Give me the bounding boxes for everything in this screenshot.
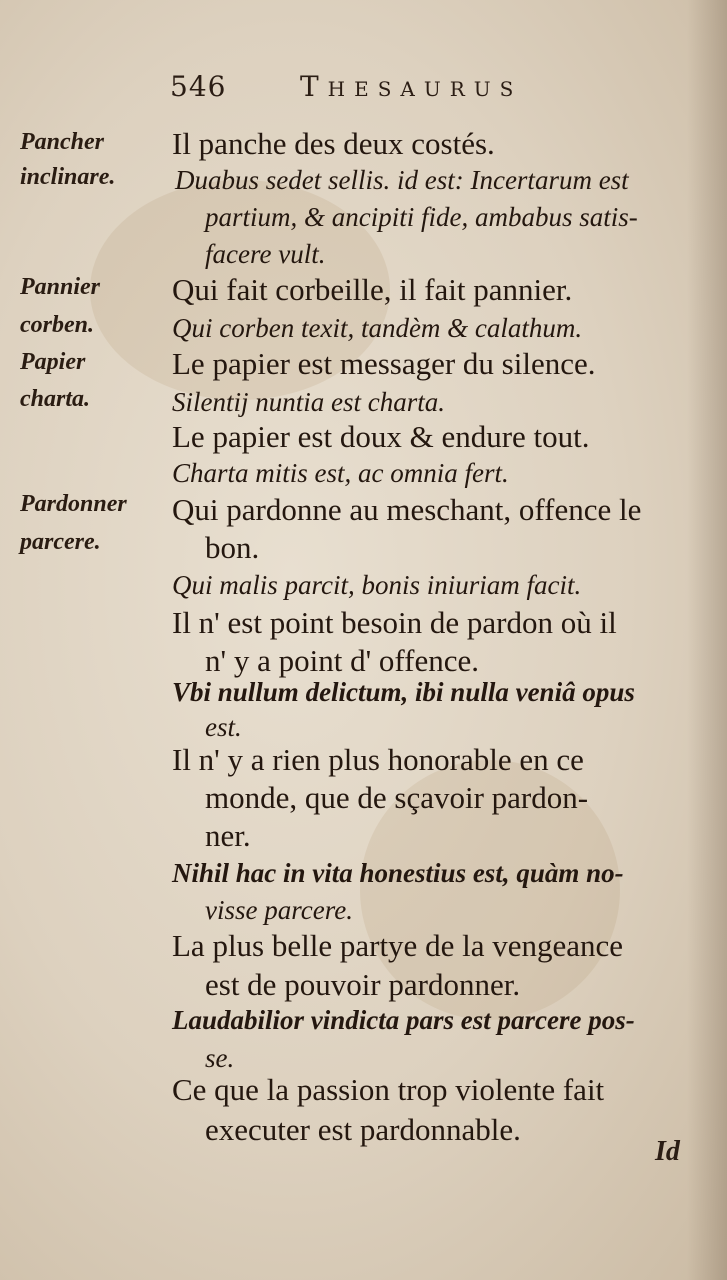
proverb-french: Qui fait corbeille, il fait pannier. xyxy=(172,272,573,307)
proverb-latin: facere vult. xyxy=(205,239,326,269)
margin-headword: Pannier xyxy=(20,274,101,300)
proverb-french: executer est pardonnable. xyxy=(205,1112,521,1147)
proverb-french: La plus belle partye de la vengeance xyxy=(172,928,623,963)
proverb-french: Qui pardonne au meschant, offence le xyxy=(172,492,642,527)
margin-latin: inclinare. xyxy=(20,164,116,190)
proverb-french: Le papier est messager du silence. xyxy=(172,346,596,381)
margin-latin: parcere. xyxy=(20,529,101,555)
proverb-latin: Qui corben texit, tandèm & calathum. xyxy=(172,313,583,343)
proverb-latin: Charta mitis est, ac omnia fert. xyxy=(172,458,509,488)
page-edge-shadow xyxy=(687,0,727,1280)
running-title: Thesaurus xyxy=(300,70,523,103)
margin-latin: charta. xyxy=(20,386,91,412)
proverb-french: Il n' est point besoin de pardon où il xyxy=(172,605,617,640)
proverb-latin: Laudabilior vindicta pars est parcere pos- xyxy=(172,1005,635,1035)
proverb-latin: se. xyxy=(205,1043,235,1073)
margin-headword: Papier xyxy=(20,349,86,375)
proverb-french: n' y a point d' offence. xyxy=(205,643,480,678)
proverb-french: ner. xyxy=(205,818,251,853)
proverb-latin: partium, & ancipiti fide, ambabus satis- xyxy=(205,202,638,232)
proverb-latin: Duabus sedet sellis. id est: Incertarum est xyxy=(175,165,629,195)
proverb-latin: Silentij nuntia est charta. xyxy=(172,387,445,417)
catchword: Id xyxy=(655,1136,680,1167)
proverb-latin: Nihil hac in vita honestius est, quàm no- xyxy=(172,858,624,888)
proverb-french: Ce que la passion trop violente fait xyxy=(172,1072,605,1107)
proverb-french: est de pouvoir pardonner. xyxy=(205,967,521,1002)
proverb-french: Le papier est doux & endure tout. xyxy=(172,419,590,454)
proverb-french: Il panche des deux costés. xyxy=(172,126,495,161)
proverb-latin: Qui malis parcit, bonis iniuriam facit. xyxy=(172,570,582,600)
proverb-latin: visse parcere. xyxy=(205,895,353,925)
proverb-french: monde, que de sçavoir pardon- xyxy=(205,780,589,815)
margin-latin: corben. xyxy=(20,312,94,338)
margin-headword: Pardonner xyxy=(20,491,127,517)
proverb-latin: est. xyxy=(205,712,242,742)
page-number: 546 xyxy=(170,70,227,103)
proverb-french: Il n' y a rien plus honorable en ce xyxy=(172,742,584,777)
proverb-french: bon. xyxy=(205,530,260,565)
margin-headword: Pancher xyxy=(20,129,104,155)
proverb-latin: Vbi nullum delictum, ibi nulla veniâ opus xyxy=(172,677,635,707)
